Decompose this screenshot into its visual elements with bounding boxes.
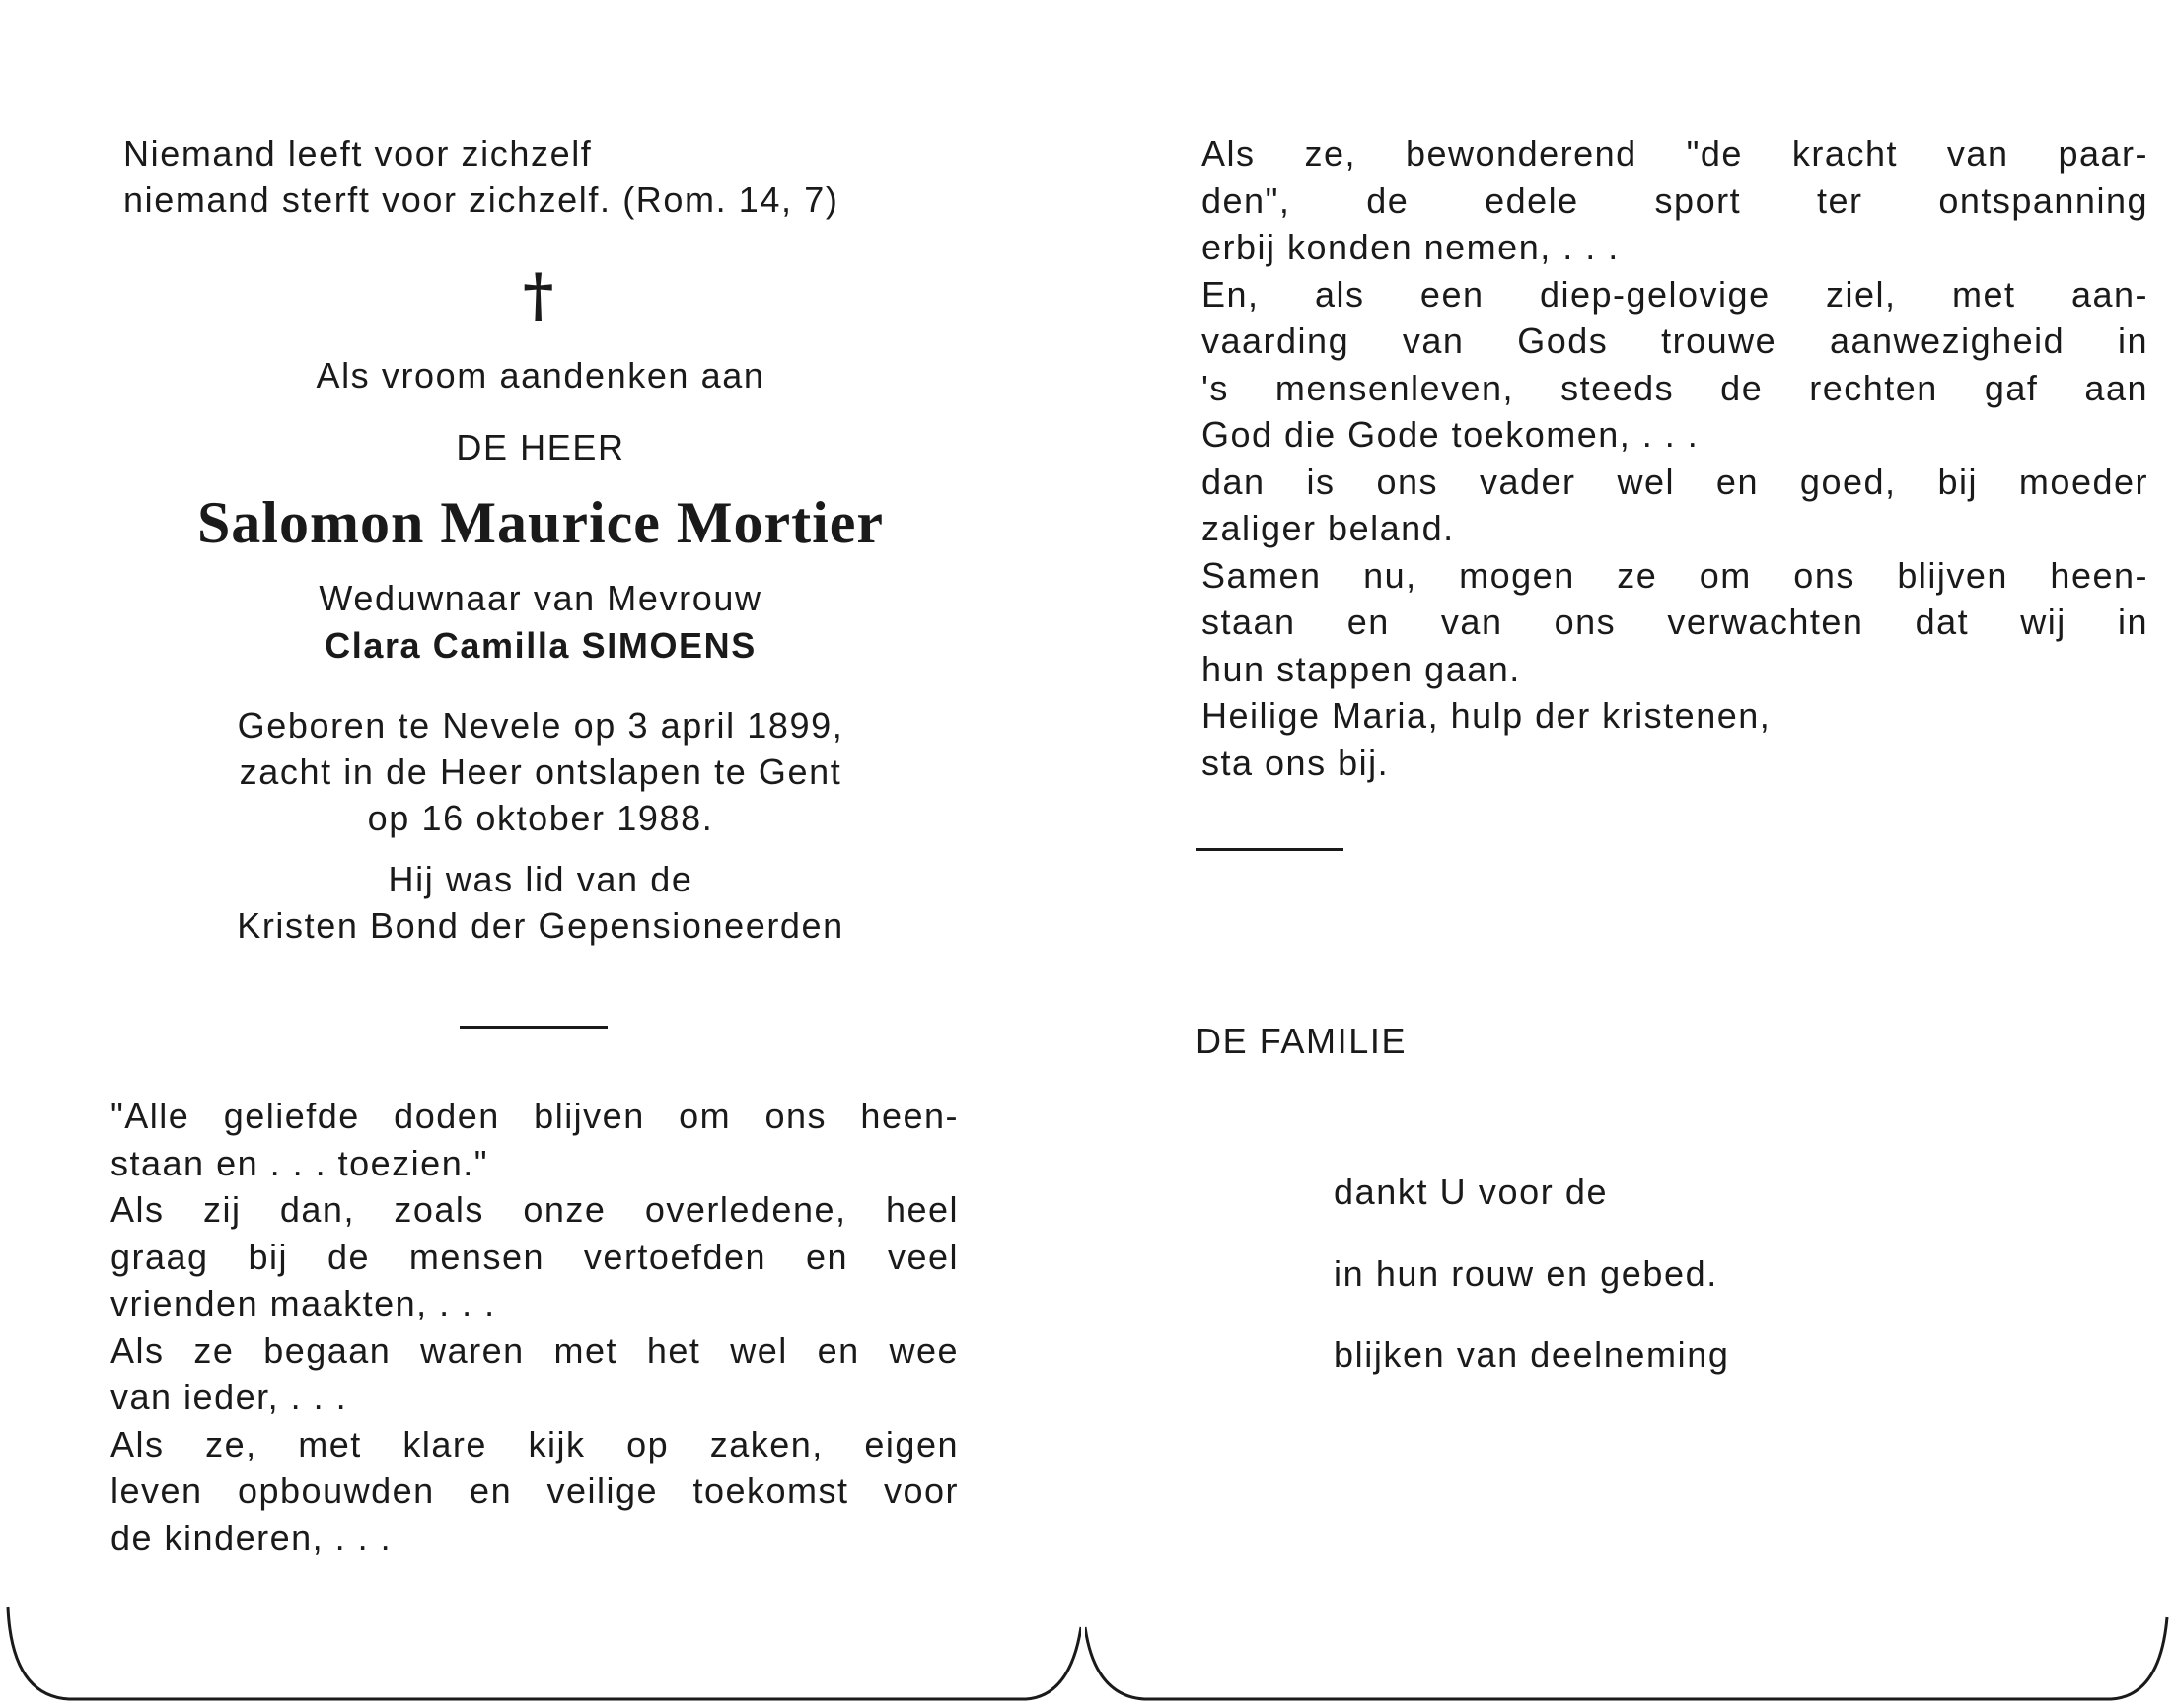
membership-line: Kristen Bond der Gepensioneerden: [237, 905, 844, 946]
scripture-quote: [123, 130, 838, 223]
text-line: graag bij de mensen vertoefden en veel: [110, 1236, 959, 1277]
text-line: "Alle geliefde doden blijven om ons heen-: [110, 1096, 959, 1136]
thanks-line: dankt U voor de: [1334, 1172, 1609, 1212]
text-line: Heilige Maria, hulp der kristenen,: [1201, 695, 1772, 736]
text-line: hun stappen gaan.: [1201, 648, 1521, 689]
text-line: Samen nu, mogen ze om ons blijven heen-: [1201, 554, 2148, 596]
text-line: dan is ons vader wel en goed, bij moeder: [1201, 461, 2148, 502]
text-line: erbij konden nemen, . . .: [1201, 227, 1620, 267]
divider-line: [1196, 848, 1343, 851]
cross-icon: †: [523, 261, 554, 330]
text-line: sta ons bij.: [1201, 742, 1390, 783]
thanks-line: in hun rouw en gebed.: [1334, 1253, 1718, 1294]
memorial-text-right: [1201, 130, 2148, 786]
thanks-line: blijken van deelneming: [1334, 1334, 1730, 1375]
life-dates: [0, 702, 1081, 841]
text-line: van ieder, . . .: [110, 1377, 348, 1417]
text-line: 's mensenleven, steeds de rechten gaf aan: [1201, 367, 2148, 408]
quote-line: niemand sterft voor zichzelf. (Rom. 14, 7): [123, 179, 839, 220]
deceased-name: Salomon Maurice Mortier: [196, 490, 885, 555]
card-edge-right: [1085, 1598, 2175, 1708]
text-line: vaarding van Gods trouwe aanwezigheid in: [1201, 320, 2148, 361]
text-line: staan en . . . toezien.": [110, 1142, 488, 1183]
widow-line: Weduwnaar van Mevrouw: [319, 578, 762, 618]
text-line: En, als een diep-gelovige ziel, met aan-: [1201, 273, 2148, 315]
memorial-intro: Als vroom aandenken aan: [316, 355, 765, 395]
quote-line: Niemand leeft voor zichzelf: [123, 133, 593, 174]
text-line: Als ze begaan waren met het wel en wee: [110, 1329, 959, 1371]
membership-line: Hij was lid van de: [388, 859, 693, 899]
card-edge-left: [0, 1598, 1081, 1708]
text-line: staan en van ons verwachten dat wij in: [1201, 602, 2148, 642]
date-line: Geboren te Nevele op 3 april 1899,: [237, 705, 844, 746]
family-signature: DE FAMILIE: [1196, 1021, 1408, 1061]
text-line: den", de edele sport ter ontspanning: [1201, 179, 2148, 221]
text-line: de kinderen, . . .: [110, 1517, 393, 1558]
text-line: Als zij dan, zoals onze overledene, heel: [110, 1189, 959, 1230]
membership: [0, 856, 1081, 949]
text-line: zaliger beland.: [1201, 508, 1455, 548]
text-line: Als ze, met klare kijk op zaken, eigen: [110, 1423, 959, 1464]
divider-line: [460, 1026, 608, 1029]
date-line: op 16 oktober 1988.: [367, 798, 714, 838]
right-page: [1085, 0, 2175, 1708]
spouse-name: Clara Camilla SIMOENS: [325, 625, 757, 666]
honorific-title: DE HEER: [456, 427, 625, 467]
text-line: God die Gode toekomen, . . .: [1201, 414, 1700, 455]
text-line: vrienden maakten, . . .: [110, 1283, 496, 1323]
date-line: zacht in de Heer ontslapen te Gent: [239, 751, 842, 792]
left-page: [0, 0, 1081, 1708]
text-line: Als ze, bewonderend "de kracht van paar-: [1201, 133, 2148, 174]
memorial-text-left: [110, 1093, 959, 1561]
text-line: leven opbouwden en veilige toekomst voor: [110, 1470, 959, 1511]
